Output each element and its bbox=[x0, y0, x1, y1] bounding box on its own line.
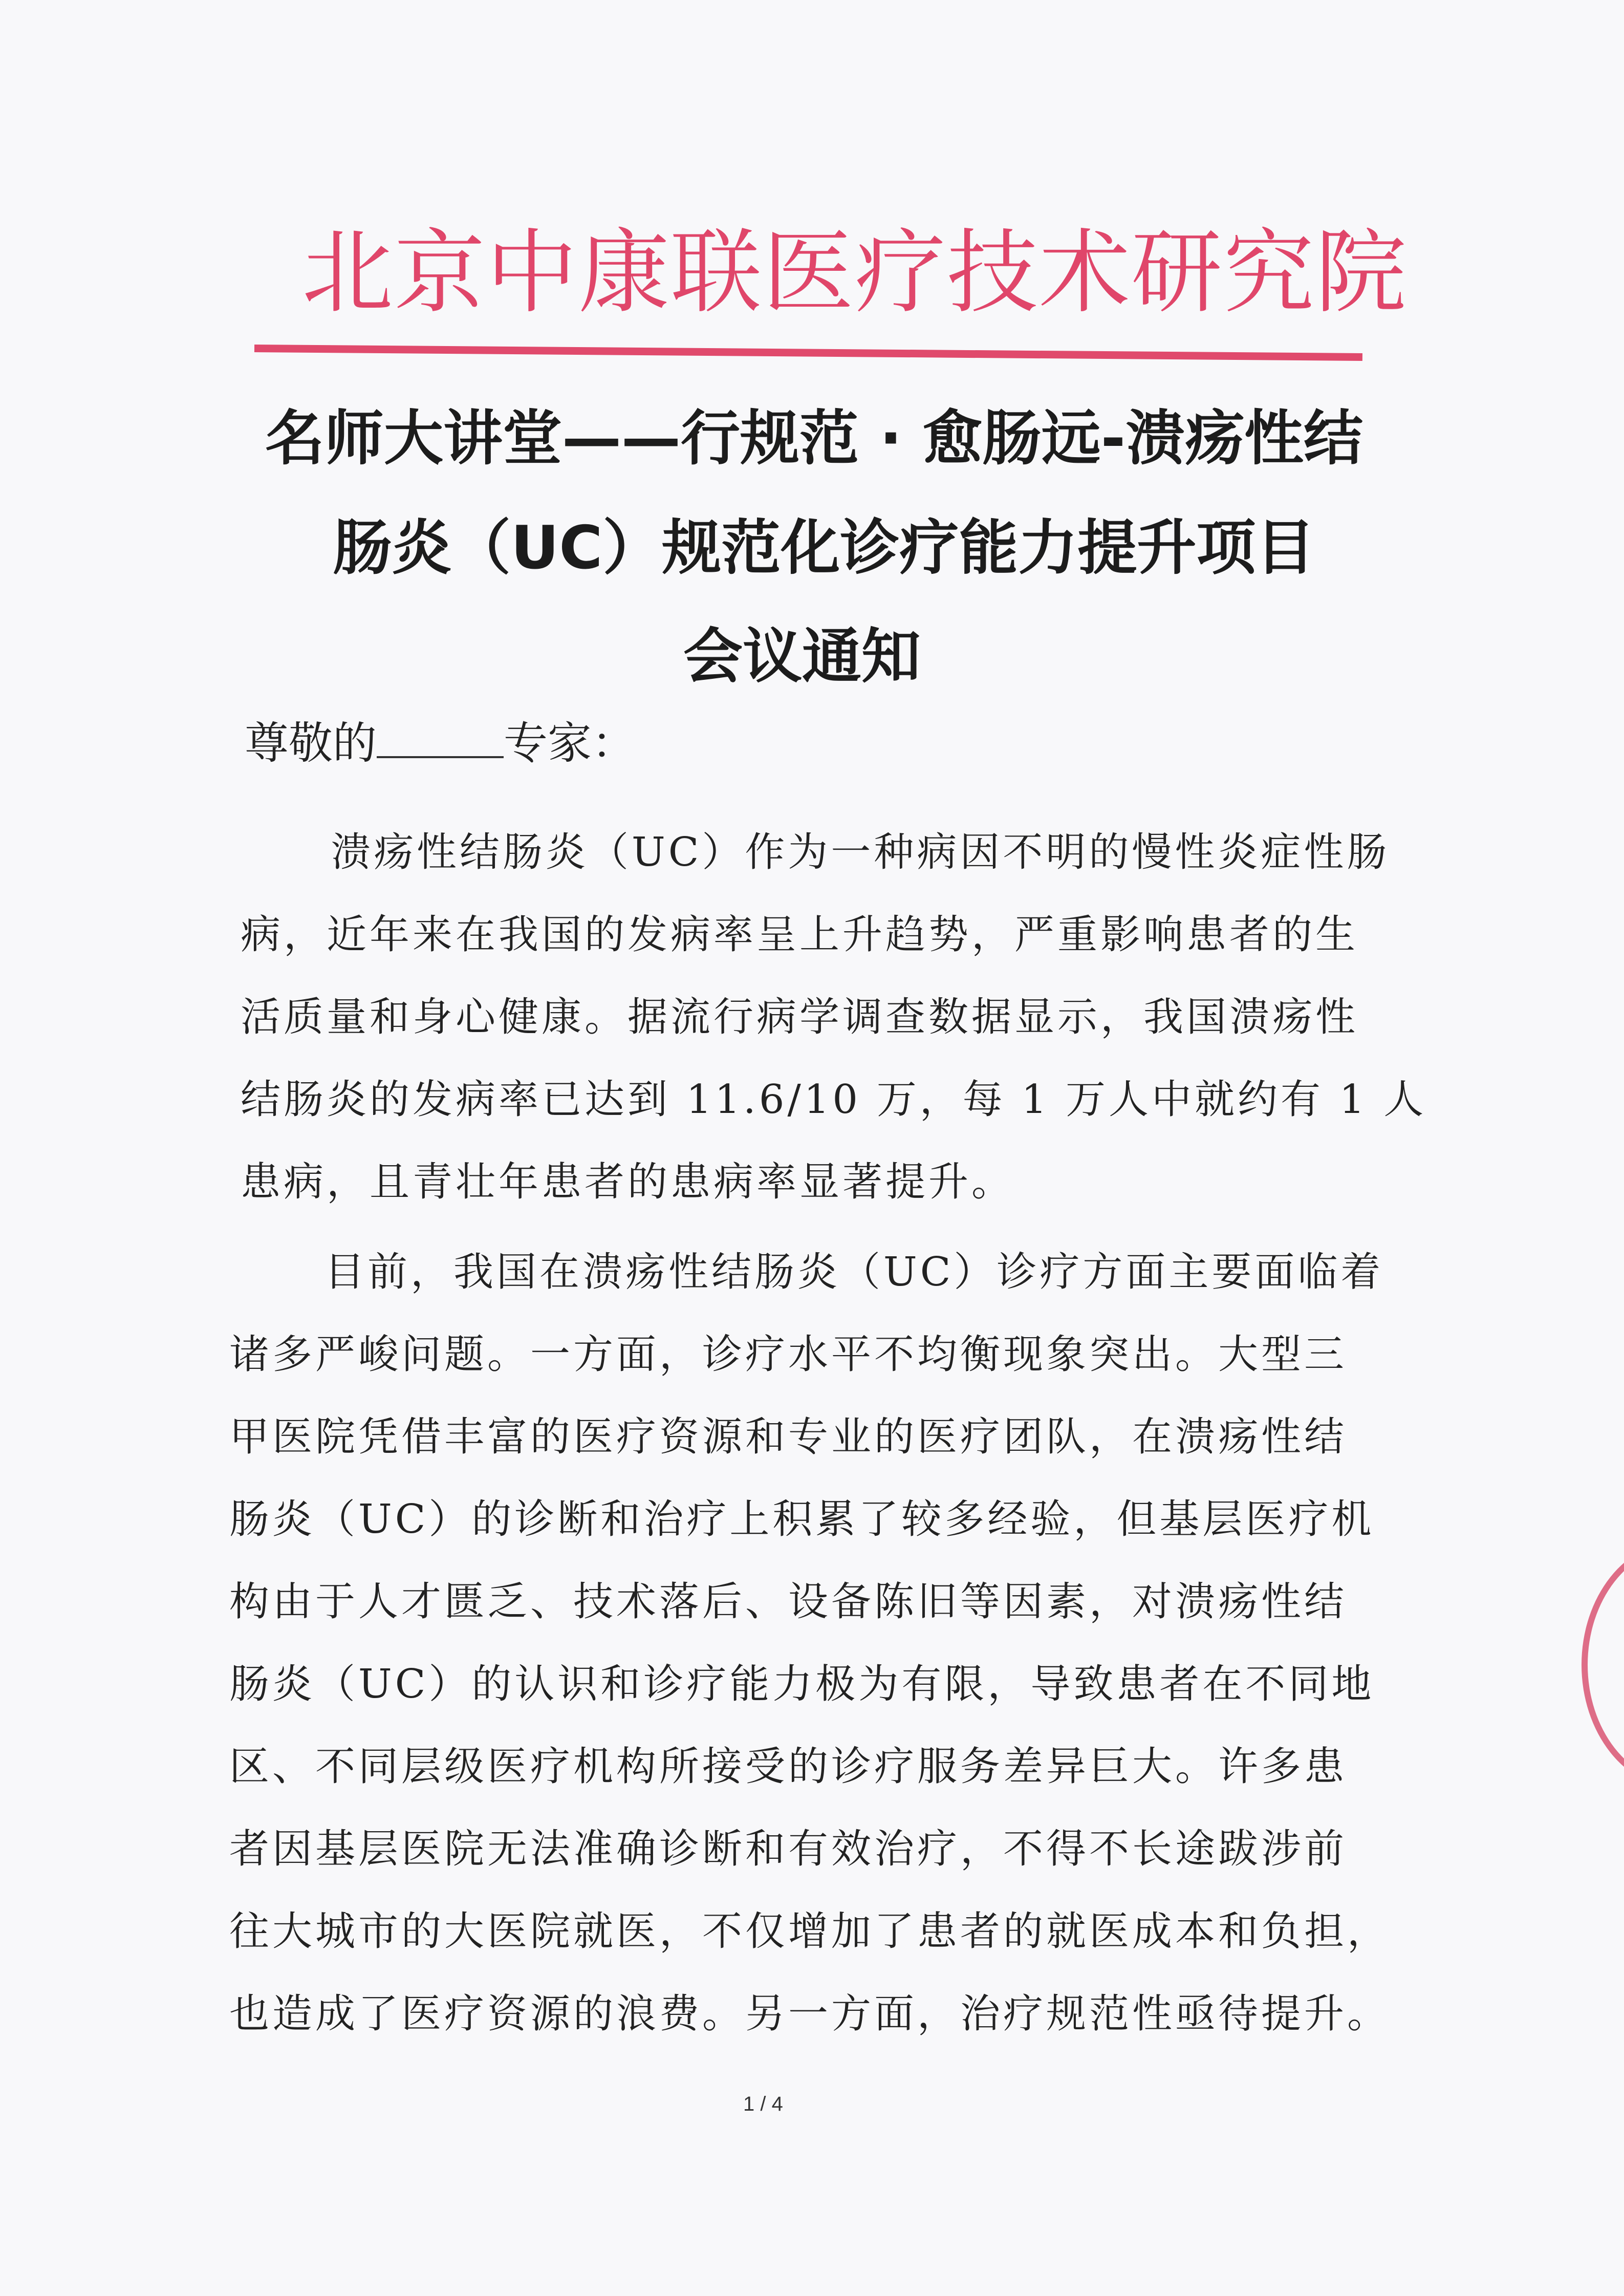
paragraph-line: 肠炎（UC）的认识和诊疗能力极为有限，导致患者在不同地 bbox=[229, 1661, 1375, 1707]
paragraph-line: 结肠炎的发病率已达到 11.6/10 万，每 1 万人中就约有 1 人 bbox=[241, 1077, 1427, 1123]
paragraph-1 bbox=[241, 811, 1427, 1224]
paragraph-line: 肠炎（UC）的诊断和治疗上积累了较多经验，但基层医疗机 bbox=[229, 1496, 1375, 1542]
paragraph-2 bbox=[229, 1231, 1391, 2055]
paragraph-line: 目前，我国在溃疡性结肠炎（UC）诊疗方面主要面临着 bbox=[324, 1249, 1384, 1295]
notice-title-line-2: 肠炎（UC）规范化诊疗能力提升项目 bbox=[333, 513, 1315, 583]
paragraph-line: 溃疡性结肠炎（UC）作为一种病因不明的慢性炎症性肠 bbox=[331, 829, 1390, 875]
paragraph-line: 区、不同层级医疗机构所接受的诊疗服务差异巨大。许多患 bbox=[229, 1744, 1348, 1790]
salutation-prefix: 尊敬的 bbox=[245, 718, 377, 769]
paragraph-line: 活质量和身心健康。据流行病学调查数据显示，我国溃疡性 bbox=[241, 994, 1359, 1040]
paragraph-line: 也造成了医疗资源的浪费。另一方面，治疗规范性亟待提升。 bbox=[229, 1991, 1391, 2037]
notice-title-line-3: 会议通知 bbox=[683, 622, 921, 691]
page-number: 1 / 4 bbox=[743, 2093, 783, 2115]
paragraph-line: 往大城市的大医院就医，不仅增加了患者的就医成本和负担， bbox=[229, 1908, 1391, 1955]
paragraph-line: 患病，且青壮年患者的患病率显著提升。 bbox=[241, 1159, 1015, 1205]
paragraph-line: 诸多严峻问题。一方面，诊疗水平不均衡现象突出。大型三 bbox=[229, 1332, 1348, 1378]
paragraph-line: 病，近年来在我国的发病率呈上升趋势，严重影响患者的生 bbox=[241, 912, 1359, 958]
salutation bbox=[245, 713, 636, 774]
paragraph-line: 甲医院凭借丰富的医疗资源和专业的医疗团队，在溃疡性结 bbox=[229, 1414, 1348, 1460]
official-seal-stamp bbox=[1582, 1541, 1624, 1789]
notice-title-line-1: 名师大讲堂——行规范 · 愈肠远-溃疡性结 bbox=[265, 404, 1363, 473]
header-divider bbox=[254, 345, 1362, 361]
recipient-name-blank bbox=[377, 720, 504, 758]
organization-header: 北京中康联医疗技术研究院 bbox=[302, 220, 1408, 326]
salutation-suffix: 专家： bbox=[504, 718, 636, 769]
paragraph-line: 构由于人才匮乏、技术落后、设备陈旧等因素，对溃疡性结 bbox=[229, 1579, 1348, 1625]
paragraph-line: 者因基层医院无法准确诊断和有效治疗，不得不长途跋涉前 bbox=[229, 1826, 1348, 1872]
